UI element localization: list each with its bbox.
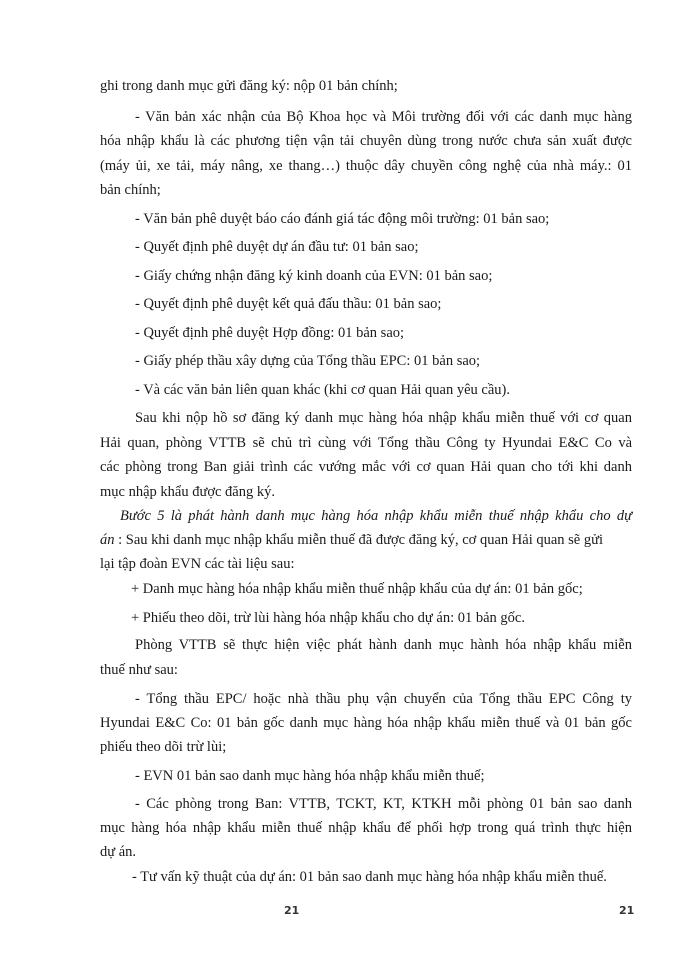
list-item: - EVN 01 bản sao danh mục hàng hóa nhập khẩu miễn thuế; [135, 768, 485, 784]
list-item: - Giấy phép thầu xây dựng của Tổng thầu EPC: 01 bản sao; [135, 353, 481, 369]
text-line: ghi trong danh mục gửi đăng ký: nộp 01 bản chính; [100, 78, 398, 94]
text-line: Phòng VTTB sẽ thực hiện việc phát hành danh mục hành hóa nhập khẩu miễn [135, 637, 632, 653]
list-item: - Văn bản phê duyệt báo cáo đánh giá tác động môi trường: 01 bản sao; [135, 211, 550, 227]
text-line: mục nhập khẩu được đăng ký. [100, 484, 275, 500]
list-item: - Quyết định phê duyệt dự án đầu tư: 01 bản sao; [135, 239, 419, 255]
text-line: phiếu theo dõi trừ lùi; [100, 739, 227, 755]
text-line: bản chính; [100, 182, 161, 198]
text-line: Sau khi nộp hồ sơ đăng ký danh mục hàng hóa nhập khẩu miễn thuế với cơ quan [135, 410, 632, 426]
text-line: - Tổng thầu EPC/ hoặc nhà thầu phụ vận chuyển của Tổng thầu EPC Công ty [135, 691, 632, 707]
text-line: Hải quan, phòng VTTB sẽ chủ trì cùng với Tổng thầu Công ty Hyundai E&C Co và [100, 435, 632, 451]
text-line: hóa nhập khẩu là các phương tiện vận tải chuyên dùng trong nước chưa sản xuất được [100, 133, 632, 149]
page-number-right: 21 [619, 904, 635, 917]
text-line: thuế như sau: [100, 662, 178, 678]
list-item: - Quyết định phê duyệt Hợp đồng: 01 bản sao; [135, 325, 405, 341]
text-line: - Văn bản xác nhận của Bộ Khoa học và Môi trường đối với các danh mục hàng [135, 109, 632, 125]
list-item: + Phiếu theo dõi, trừ lùi hàng hóa nhập khẩu cho dự án: 01 bản gốc. [131, 610, 525, 626]
list-item: - Tư vấn kỹ thuật của dự án: 01 bản sao danh mục hàng hóa nhập khẩu miễn thuế. [132, 869, 607, 885]
text-line: mục hàng hóa nhập khẩu miễn thuế nhập khẩu để phối hợp trong quá trình thực hiện [100, 820, 632, 836]
text-line: Hyundai E&C Co: 01 bản gốc danh mục hàng hóa nhập khẩu miễn thuế và 01 bản gốc [100, 715, 632, 731]
list-item: - Và các văn bản liên quan khác (khi cơ quan Hải quan yêu cầu). [135, 382, 510, 398]
text-line: lại tập đoàn EVN các tài liệu sau: [100, 556, 295, 572]
step-heading-end: án [100, 532, 115, 548]
text-line: - Các phòng trong Ban: VTTB, TCKT, KT, KTKH mỗi phòng 01 bản sao danh [135, 796, 632, 812]
list-item: + Danh mục hàng hóa nhập khẩu miễn thuế nhập khẩu của dự án: 01 bản gốc; [131, 581, 583, 597]
text-line: (máy ủi, xe tải, máy nâng, xe thang…) thuộc dây chuyền công nghệ của nhà máy.: 01 [100, 158, 632, 174]
step-heading: Bước 5 là phát hành danh mục hàng hóa nhập khẩu miễn thuế nhập khẩu cho dự [120, 508, 632, 524]
page-number-center: 21 [284, 904, 300, 917]
list-item: - Giấy chứng nhận đăng ký kinh doanh của EVN: 01 bản sao; [135, 268, 493, 284]
list-item: - Quyết định phê duyệt kết quả đấu thầu: 01 bản sao; [135, 296, 442, 312]
text-fragment: : Sau khi danh mục nhập khẩu miễn thuế đã được đăng ký, cơ quan Hải quan sẽ gửi [114, 532, 603, 548]
text-line: các phòng trong Ban giải trình các vướng mắc với cơ quan Hải quan cho tới khi danh [100, 459, 632, 475]
text-line: dự án. [100, 844, 137, 860]
text-line [100, 531, 603, 549]
